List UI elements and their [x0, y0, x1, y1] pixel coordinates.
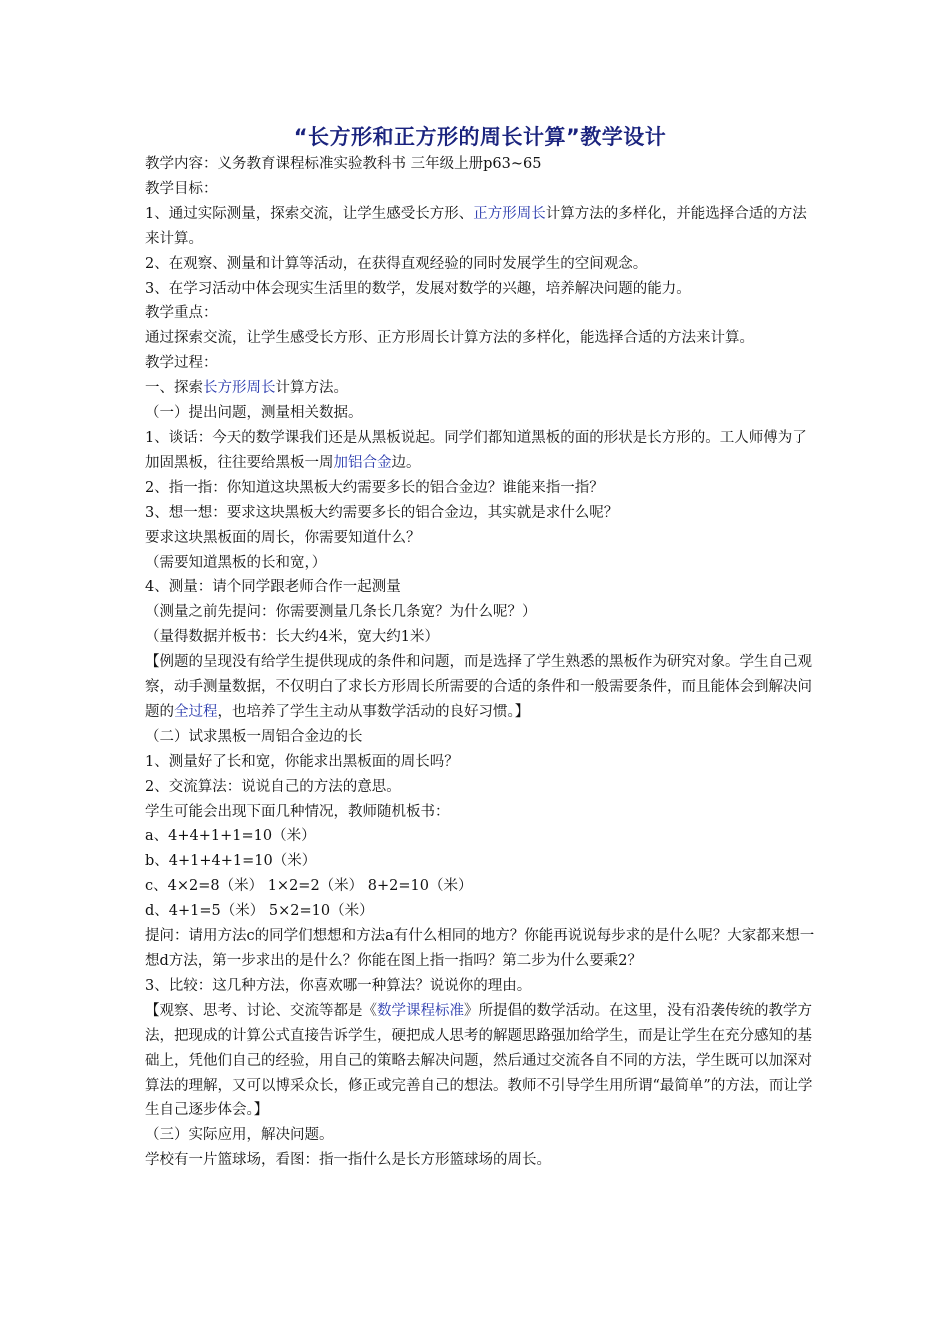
document-body: [145, 152, 815, 1173]
text-segment: 计算方法的多样化，并能选择合适的方法来计算。: [145, 205, 807, 247]
text-segment: 1、通过实际测量，探索交流，让学生感受长方形、: [145, 205, 474, 222]
text-segment: 4、测量：请个同学跟老师合作一起测量: [145, 579, 401, 596]
text-segment: 计算方法。: [275, 380, 348, 397]
paragraph: [145, 376, 815, 401]
text-segment: （二）试求黑板一周铝合金边的长: [145, 728, 363, 745]
paragraph: [145, 277, 815, 302]
text-segment: 要求这块黑板面的周长，你需要知道什么？: [145, 529, 421, 546]
text-segment: （一）提出问题，测量相关数据。: [145, 405, 363, 422]
paragraph: [145, 849, 815, 874]
paragraph: [145, 326, 815, 351]
text-segment: 2、交流算法：说说自己的方法的意思。: [145, 778, 401, 795]
text-segment: 学生可能会出现下面几种情况，教师随机板书：: [145, 803, 450, 820]
document-page: [145, 122, 815, 1173]
paragraph: [145, 750, 815, 775]
paragraph: [145, 924, 815, 974]
paragraph: [145, 899, 815, 924]
text-segment: d、4+1=5（米） 5×2=10（米）: [145, 903, 374, 920]
paragraph: [145, 526, 815, 551]
text-segment: （需要知道黑板的长和宽，）: [145, 554, 327, 571]
text-segment: 3、想一想：要求这块黑板大约需要多长的铝合金边，其实就是求什么呢？: [145, 504, 619, 521]
paragraph: [145, 575, 815, 600]
text-segment: 【观察、思考、讨论、交流等都是《: [145, 1002, 377, 1019]
text-segment: （测量之前先提问：你需要测量几条长几条宽？为什么呢？）: [145, 604, 537, 621]
paragraph: [145, 974, 815, 999]
paragraph: [145, 301, 815, 326]
text-segment: 教学内容：义务教育课程标准实验教科书 三年级上册p63~65: [145, 156, 542, 172]
text-segment: 一、探索: [145, 380, 203, 397]
text-segment: 通过探索交流，让学生感受长方形、正方形周长计算方法的多样化，能选择合适的方法来计算。: [145, 330, 754, 347]
text-segment: 教学目标：: [145, 180, 218, 197]
text-segment: ，也培养了学生主动从事数学活动的良好习惯。】: [217, 703, 530, 720]
text-segment: b、4+1+4+1=10（米）: [145, 853, 317, 870]
paragraph: [145, 551, 815, 576]
text-segment: 教学过程：: [145, 355, 218, 372]
paragraph: [145, 252, 815, 277]
inline-link[interactable]: 长方形周长: [203, 380, 276, 397]
inline-link[interactable]: 全过程: [174, 703, 218, 720]
paragraph: [145, 650, 815, 725]
text-segment: 教学重点：: [145, 305, 218, 322]
paragraph: [145, 152, 815, 177]
text-segment: 提问：请用方法c的同学们想想和方法a有什么相同的地方？你能再说说每步求的是什么呢？大家都来想一想d方法，第一步求出的是什么？你能在图上指一指吗？第二步为什么要乘2？: [145, 928, 815, 969]
paragraph: [145, 874, 815, 899]
text-segment: 2、指一指：你知道这块黑板大约需要多长的铝合金边？谁能来指一指？: [145, 479, 604, 496]
paragraph: [145, 476, 815, 501]
paragraph: [145, 725, 815, 750]
paragraph: [145, 775, 815, 800]
paragraph: [145, 202, 815, 252]
text-segment: 边。: [391, 454, 421, 471]
paragraph: [145, 426, 815, 476]
text-segment: 学校有一片篮球场，看图：指一指什么是长方形篮球场的周长。: [145, 1152, 551, 1169]
document-title: “长方形和正方形的周长计算”教学设计: [293, 125, 667, 149]
paragraph: [145, 501, 815, 526]
paragraph: [145, 1123, 815, 1148]
text-segment: 1、谈话：今天的数学课我们还是从黑板说起。同学们都知道黑板的面的形状是长方形的。工人师傅为了加固黑板，往往要给黑板一周: [145, 429, 807, 471]
paragraph: [145, 999, 815, 1124]
text-segment: c、4×2=8（米） 1×2=2（米） 8+2=10（米）: [145, 878, 473, 895]
text-segment: 3、比较：这几种方法，你喜欢哪一种算法？说说你的理由。: [145, 977, 532, 994]
paragraph: [145, 600, 815, 625]
paragraph: [145, 351, 815, 376]
text-segment: 【例题的呈现没有给学生提供现成的条件和问题，而是选择了学生熟悉的黑板作为研究对象。学生自己观察，动手测量数据，不仅明白了求长方形周长所需要的合适的条件和一般需要条件，而且能体会到解决问题的: [145, 654, 812, 720]
text-segment: a、4+4+1+1=10（米）: [145, 828, 316, 845]
text-segment: 2、在观察、测量和计算等活动，在获得直观经验的同时发展学生的空间观念。: [145, 255, 648, 272]
text-segment: （量得数据并板书：长大约4米，宽大约1米）: [145, 629, 439, 646]
paragraph: [145, 177, 815, 202]
text-segment: 3、在学习活动中体会现实生活里的数学，发展对数学的兴趣，培养解决问题的能力。: [145, 280, 691, 297]
inline-link[interactable]: 数学课程标准: [377, 1002, 464, 1019]
paragraph: [145, 625, 815, 650]
inline-link[interactable]: 加铝合金: [333, 454, 392, 471]
text-segment: 》所提倡的数学活动。在这里，没有沿袭传统的教学方法，把现成的计算公式直接告诉学生，硬把成人思考的解题思路强加给学生，而是让学生在充分感知的基础上，凭他们自己的经验，用自己的策略去解决问题，然后通过交流各自不同的方法，学生既可以加深对算法的理解，又可以博采众长，修正或完善自己的想法。教师不引导学生用所谓“最简单”的方法，而让学生自己逐步体会。】: [145, 1002, 813, 1119]
paragraph: [145, 1148, 815, 1173]
paragraph: [145, 401, 815, 426]
text-segment: （三）实际应用，解决问题。: [145, 1127, 334, 1144]
paragraph: [145, 800, 815, 825]
paragraph: [145, 824, 815, 849]
text-segment: 1、测量好了长和宽，你能求出黑板面的周长吗？: [145, 753, 459, 770]
inline-link[interactable]: 正方形周长: [473, 205, 546, 222]
